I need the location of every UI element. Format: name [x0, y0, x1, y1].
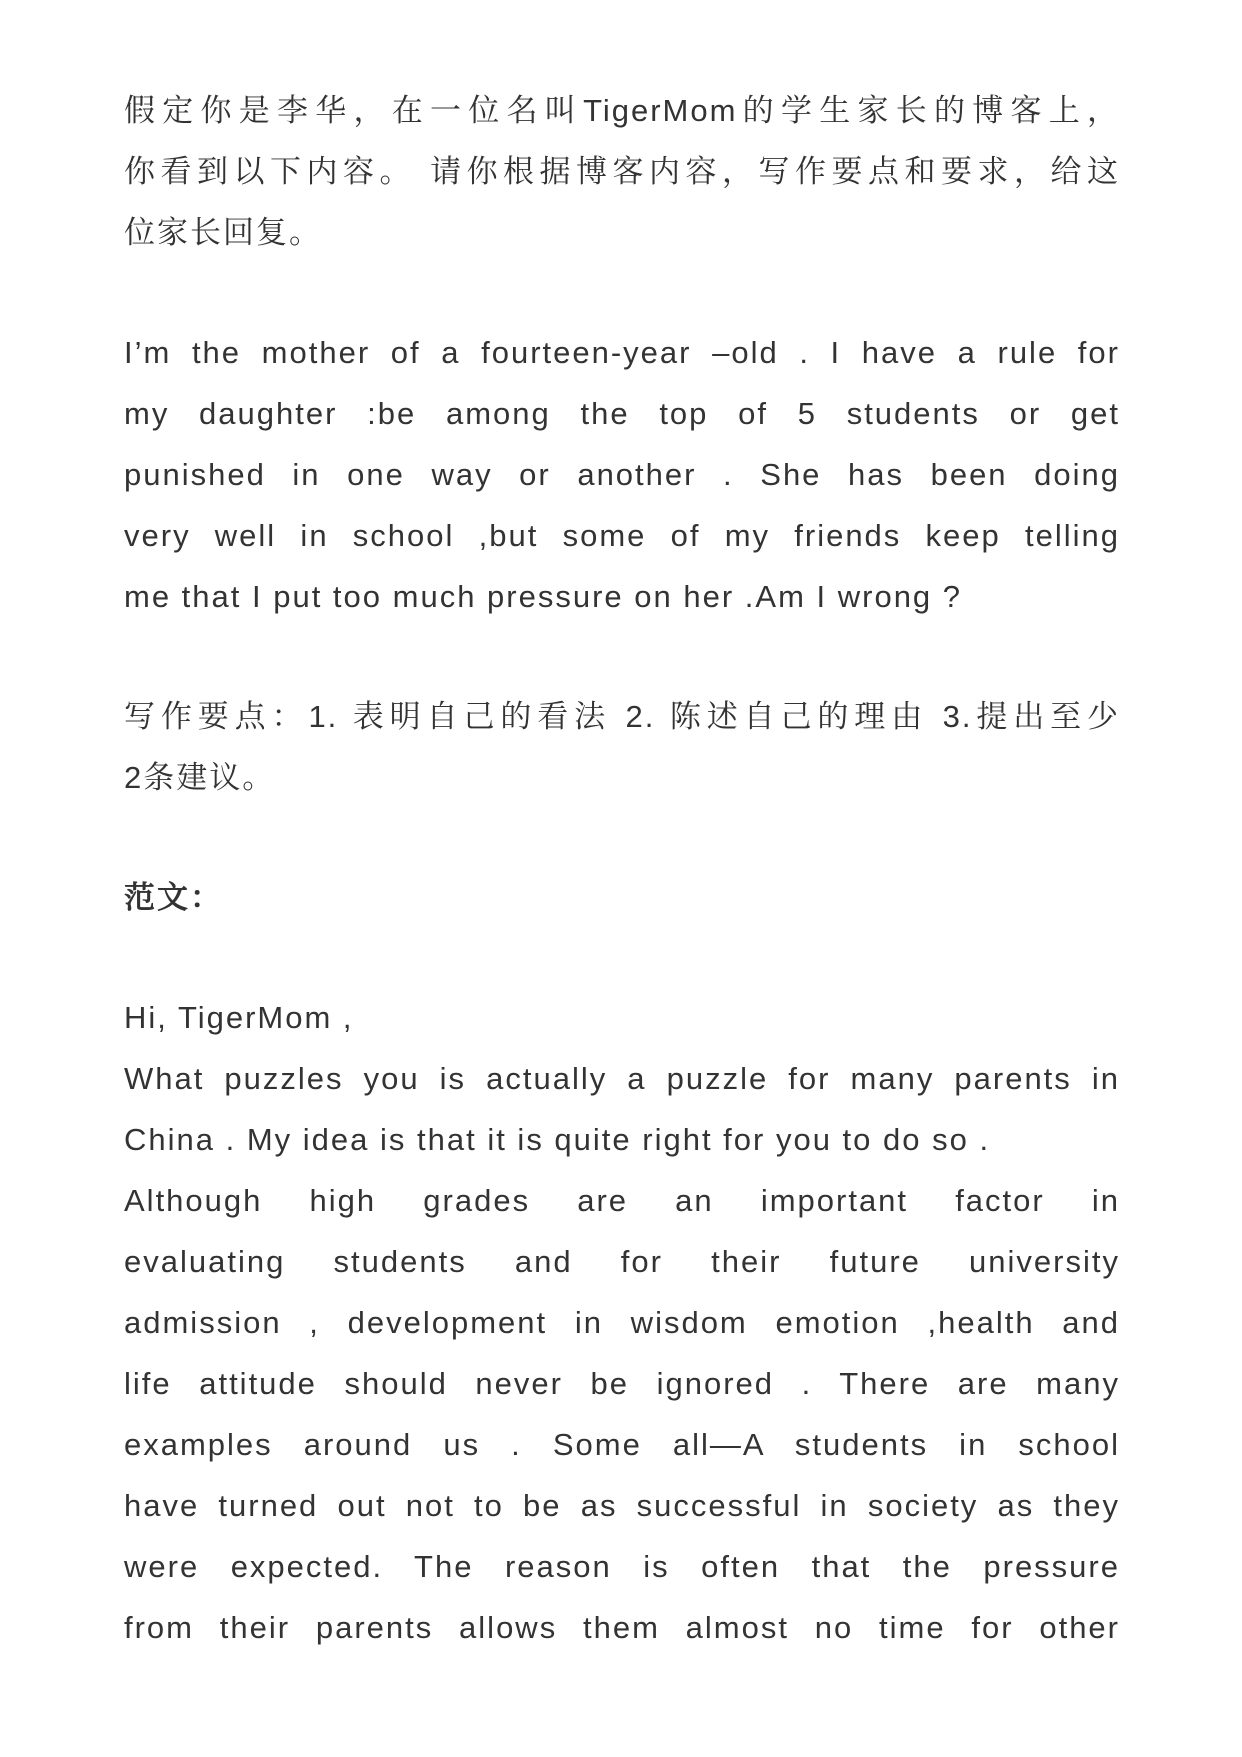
text-line: admission , development in wisdom emotion ,health and [124, 1305, 1120, 1340]
text-line: me that I put too much pressure on her .Am I wrong ? [124, 579, 963, 614]
text-line: very well in school ,but some of my friends keep telling [124, 518, 1120, 553]
text-line: life attitude should never be ignored . There are many [124, 1366, 1120, 1401]
text-line: have turned out not to be as successful in society as they [124, 1488, 1120, 1523]
text-line: China . My idea is that it is quite right for you to do so . [124, 1122, 991, 1157]
text-line: 写作要点：1. 表明自己的看法 2. 陈述自己的理由 3.提出至少 [124, 699, 1120, 734]
text-line: were expected. The reason is often that the pressure [124, 1549, 1120, 1584]
text-line: my daughter :be among the top of 5 students or get [124, 396, 1120, 431]
prompt-paragraph [124, 80, 1120, 263]
text-line: 位家长回复。 [124, 215, 322, 250]
text-line: examples around us . Some all—A students in school [124, 1427, 1120, 1462]
text-line: 你看到以下内容。 请你根据博客内容，写作要点和要求，给这 [124, 154, 1120, 189]
text-line: 2条建议。 [124, 760, 276, 795]
sample-essay [124, 987, 1120, 1658]
writing-points-paragraph [124, 686, 1120, 808]
text-line: Although high grades are an important factor in [124, 1183, 1120, 1218]
blog-post-paragraph [124, 322, 1120, 627]
text-line: What puzzles you is actually a puzzle for many parents in [124, 1061, 1120, 1096]
text-line: punished in one way or another . She has been doing [124, 457, 1120, 492]
text-line: I’m the mother of a fourteen-year –old . I have a rule for [124, 335, 1120, 370]
document-body [124, 80, 1120, 1658]
sample-heading: 范文： [124, 880, 223, 915]
text-line: 假定你是李华，在一位名叫TigerMom的学生家长的博客上， [124, 93, 1120, 128]
text-line: from their parents allows them almost no time for other [124, 1610, 1120, 1645]
text-line: evaluating students and for their future university [124, 1244, 1120, 1279]
greeting: Hi, TigerMom , [124, 1000, 354, 1035]
